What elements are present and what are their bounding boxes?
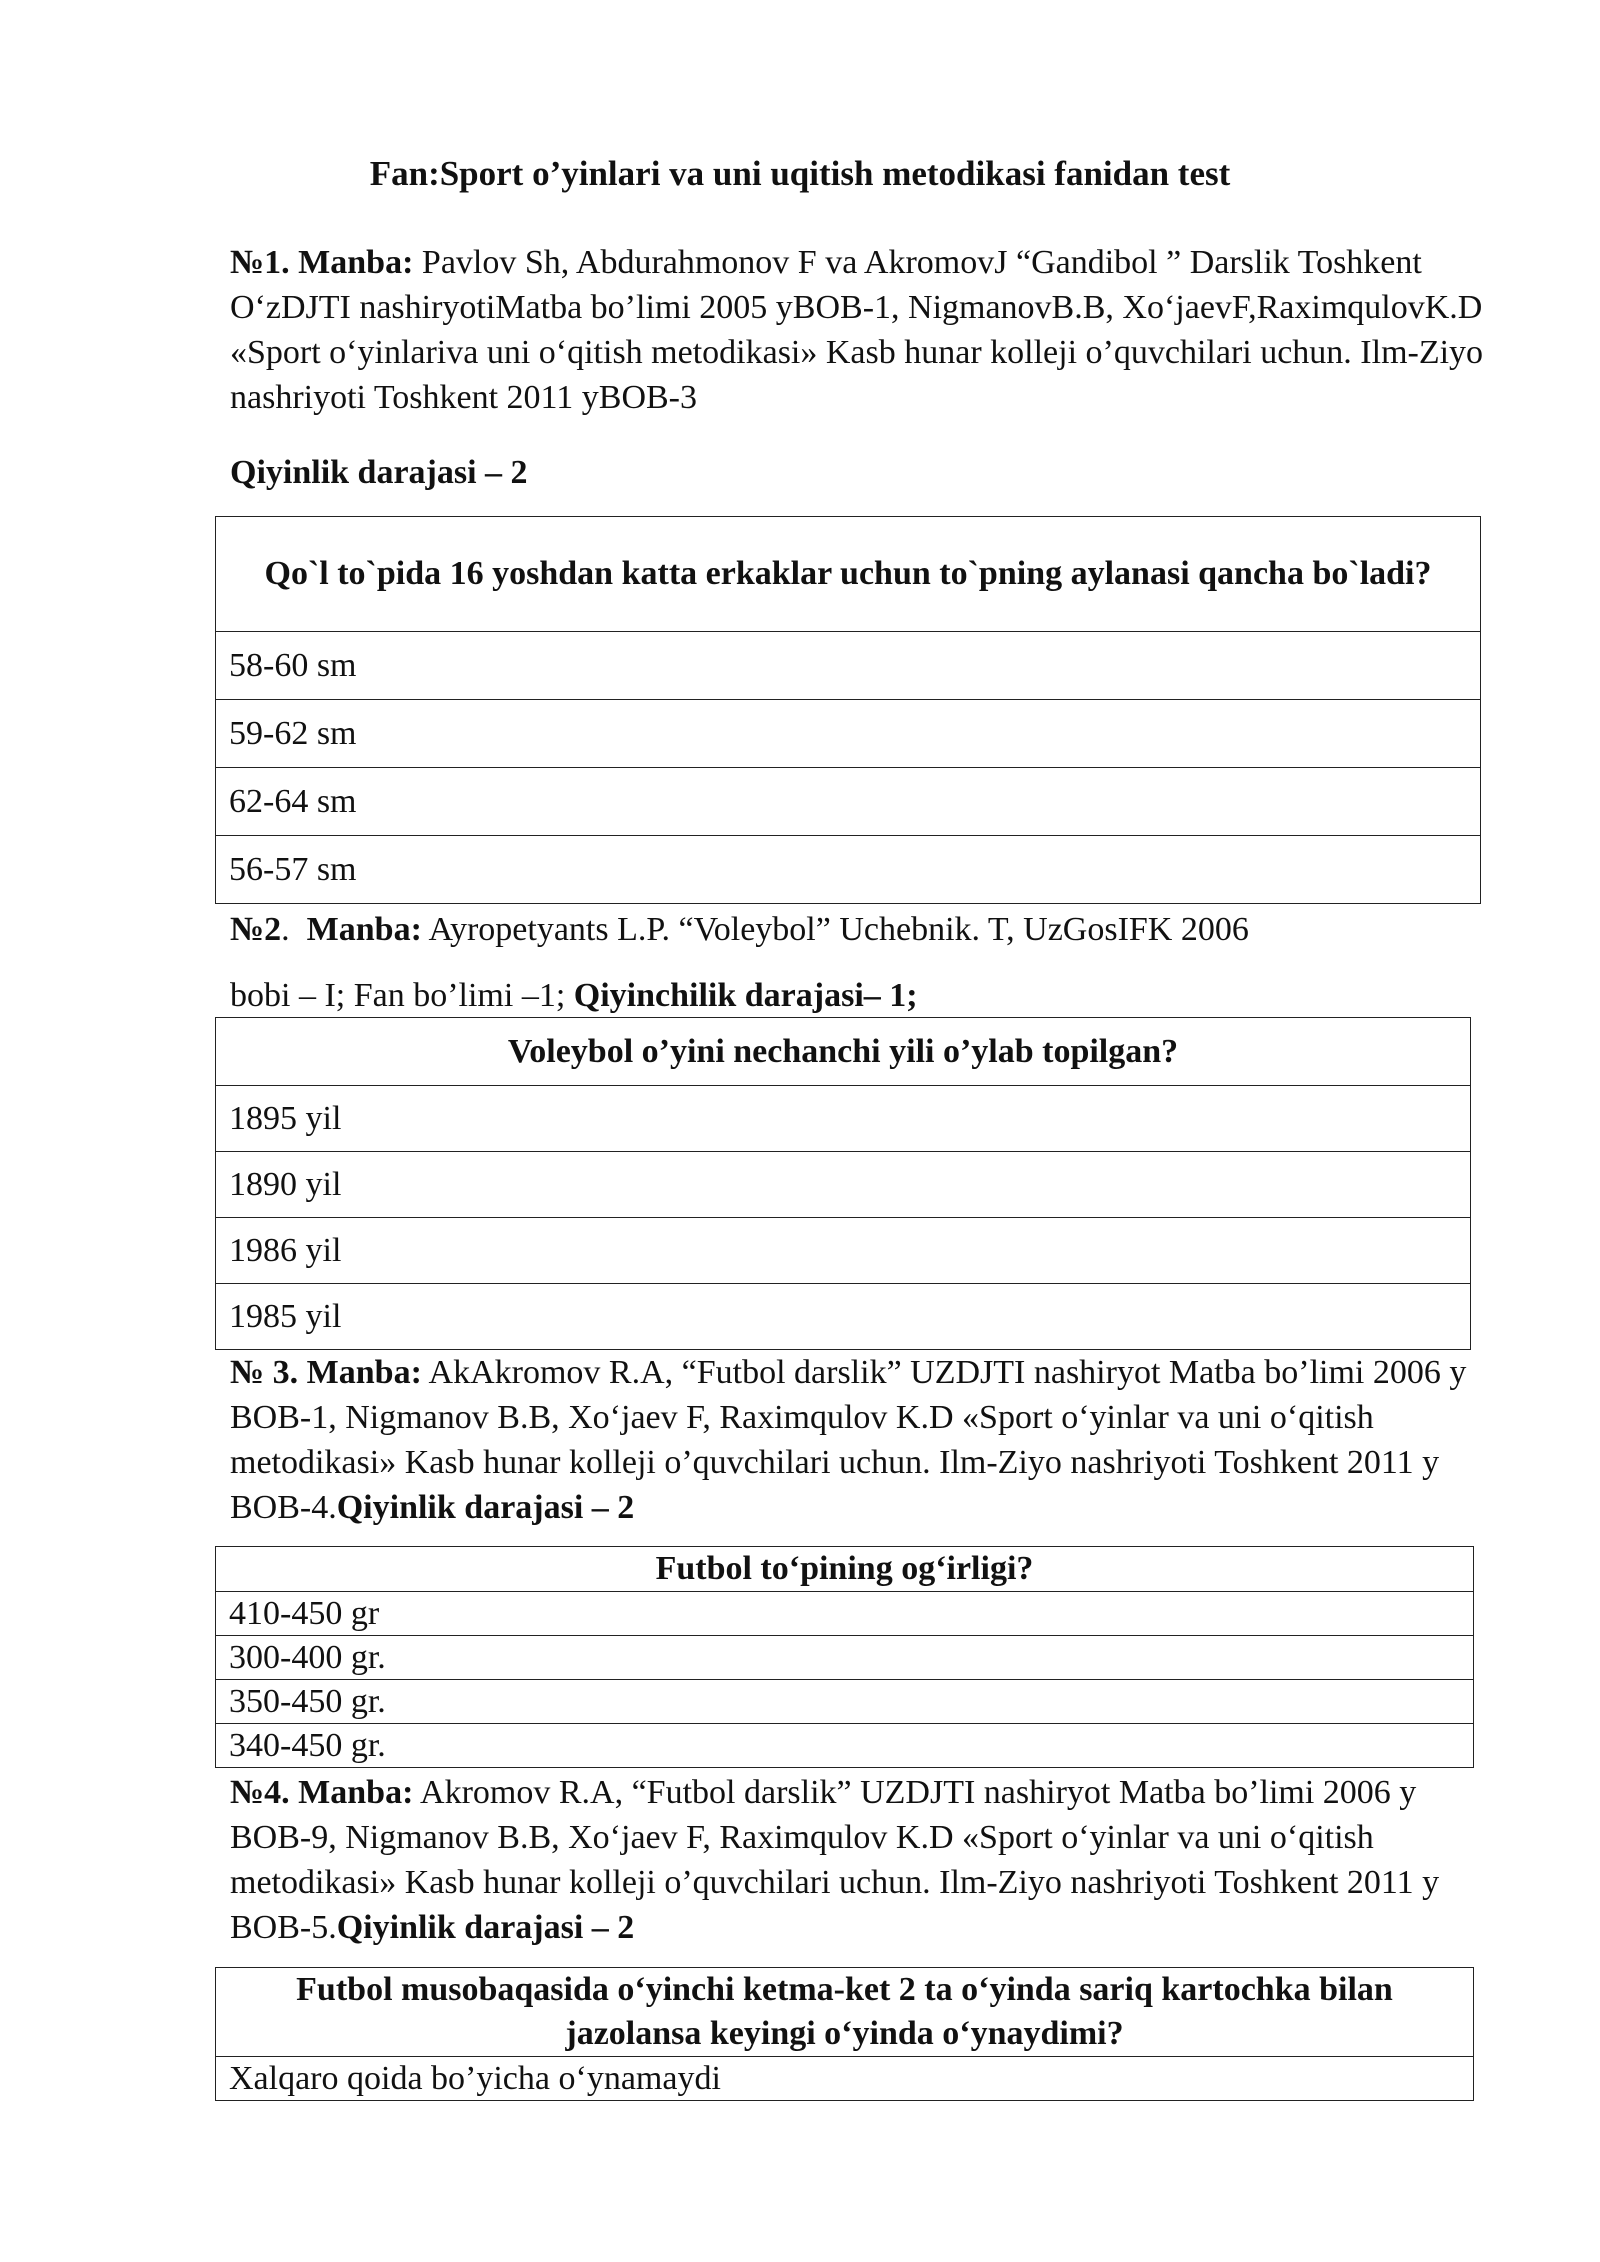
q4-answer-1[interactable]: Xalqaro qoida bo’yicha o‘ynamaydi <box>216 2057 1474 2101</box>
q4-manba-label: Manba: <box>298 1774 414 1811</box>
q2-question: Voleybol o’yini nechanchi yili o’ylab topilgan? <box>216 1018 1471 1086</box>
q1-answer-3[interactable]: 62-64 sm <box>216 768 1481 836</box>
q1-source-text: Pavlov Sh, Abdurahmonov F va AkromovJ “Gandibol ” Darslik Toshkent O‘zDJTI nashiryotiMatba bo’limi 2005 yBOB-1, NigmanovB.B, Xo‘jaevF,RaximqulovK.D «Sport o‘yinlariva uni o‘qitish metodikasi» Kasb hunar kolleji o’quvchilari uchun. Ilm-Ziyo nashriyoti Toshkent 2011 yBOB-3 <box>230 244 1484 416</box>
q2-table <box>215 1017 1471 1350</box>
q2-source-text-2: bobi – I; Fan bo’limi –1; <box>230 977 574 1014</box>
q2-source-line2 <box>230 973 1490 1018</box>
q2-difficulty: Qiyinchilik darajasi– 1; <box>573 977 918 1014</box>
q1-question: Qo`l to`pida 16 yoshdan katta erkaklar uchun to`pning aylanasi qancha bo`ladi? <box>216 517 1481 632</box>
q2-answer-3[interactable]: 1986 yil <box>216 1218 1471 1284</box>
q3-answer-4[interactable]: 340-450 gr. <box>216 1724 1474 1768</box>
q1-table <box>215 516 1481 904</box>
q3-difficulty: Qiyinlik darajasi – 2 <box>336 1489 635 1526</box>
q4-source-text: Akromov R.A, “Futbol darslik” UZDJTI nashiryot Matba bo’limi 2006 y BOB-9, Nigmanov B.B, Xo‘jaev F, Raximqulov K.D «Sport o‘yinlar va uni o‘qitish metodikasi» Kasb hunar kolleji o’quvchilari uchun. Ilm-Ziyo nashriyoti Toshkent 2011 y BOB-5. <box>230 1774 1440 1946</box>
q2-source: №2. Manba: Ayropetyants L.P. “Voleybol” Uchebnik. T, UzGosIFK 2006 <box>230 911 1249 948</box>
q3-manba-label: Manba: <box>306 1354 422 1391</box>
q1-difficulty: Qiyinlik darajasi – 2 <box>230 454 528 491</box>
q2-number: №2 <box>230 911 282 948</box>
q4-table <box>215 1967 1474 2101</box>
q3-answer-2[interactable]: 300-400 gr. <box>216 1636 1474 1680</box>
q2-manba-label: Manba: <box>306 911 422 948</box>
q3-answer-3[interactable]: 350-450 gr. <box>216 1680 1474 1724</box>
q1-answer-1[interactable]: 58-60 sm <box>216 632 1481 700</box>
q2-source-text: Ayropetyants L.P. “Voleybol” Uchebnik. T, UzGosIFK 2006 <box>421 911 1249 948</box>
q1-manba-label: Manba: <box>298 244 414 281</box>
q2-answer-4[interactable]: 1985 yil <box>216 1284 1471 1350</box>
q2-answer-1[interactable]: 1895 yil <box>216 1086 1471 1152</box>
q3-source-text: AkAkromov R.A, “Futbol darslik” UZDJTI nashiryot Matba bo’limi 2006 y BOB-1, Nigmanov B.B, Xo‘jaev F, Raximqulov K.D «Sport o‘yinlar va uni o‘qitish metodikasi» Kasb hunar kolleji o’quvchilari uchun. Ilm-Ziyo nashriyoti Toshkent 2011 y BOB-4. <box>230 1354 1467 1526</box>
q4-difficulty: Qiyinlik darajasi – 2 <box>336 1909 635 1946</box>
q3-question: Futbol to‘pining og‘irligi? <box>216 1547 1474 1592</box>
q3-source <box>230 1350 1490 1530</box>
page-title: Fan:Sport o’yinlari va uni uqitish metodikasi fanidan test <box>369 154 1231 193</box>
q4-number: №4. <box>230 1774 290 1811</box>
q3-number: № 3. <box>230 1354 299 1391</box>
q3-answer-1[interactable]: 410-450 gr <box>216 1592 1474 1636</box>
q1-answer-4[interactable]: 56-57 sm <box>216 836 1481 904</box>
q1-source <box>230 240 1490 420</box>
q2-answer-2[interactable]: 1890 yil <box>216 1152 1471 1218</box>
q3-table <box>215 1546 1474 1768</box>
q4-question: Futbol musobaqasida o‘yinchi ketma-ket 2 ta o‘yinda sariq kartochka bilan jazolansa keyingi o‘yinda o‘ynaydimi? <box>216 1968 1474 2057</box>
q1-number: №1. <box>230 244 290 281</box>
q1-answer-2[interactable]: 59-62 sm <box>216 700 1481 768</box>
q4-source <box>230 1770 1490 1950</box>
